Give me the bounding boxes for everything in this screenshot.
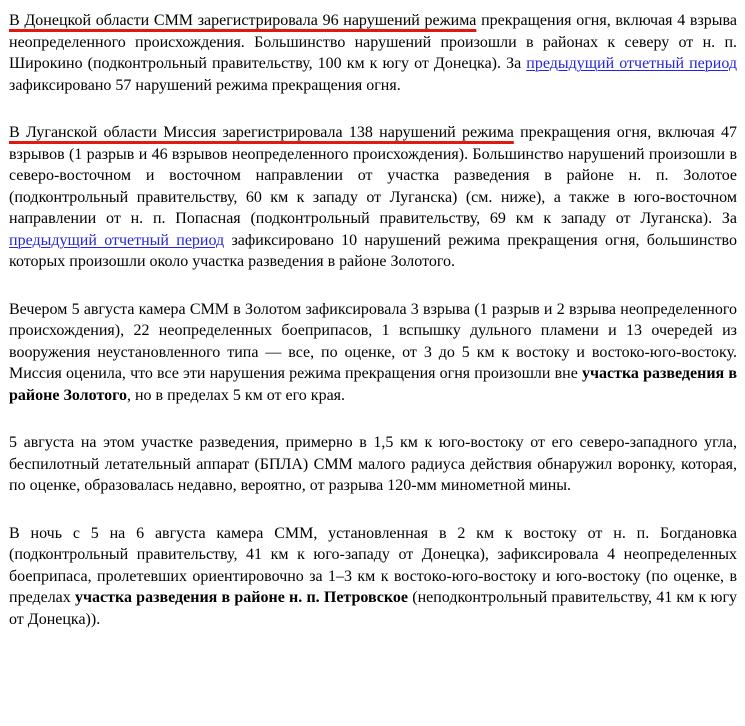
text-run: зафиксировано 10 нарушений режима прекращения огня, большинство которых произошли около участка разведения в районе Золотого.	[9, 231, 738, 270]
text-run: Вечером 5 августа камера СММ в Золотом зафиксировала 3 взрыва (1 разрыв и 2 взрыва неопределенного происхождения), 22 неопределенных боеприпасов, 1 вспышку дульного пламени и 13 очередей из вооружения неустановленного типа — все, по оценке, от 3 до 5 км к востоку и востоко-юго-востоку. Миссия оценила, что все эти нарушения режима прекращения огня произошли вне	[9, 300, 737, 382]
text-run: зафиксировано 57 нарушений режима прекращения огня.	[9, 76, 401, 94]
paragraph-luhansk-violations	[9, 122, 737, 273]
text-run: , но в пределах 5 км от его края.	[126, 386, 346, 404]
red-underlined-text: В Луганской области Миссия зарегистрировала 138 нарушений режима	[9, 124, 514, 141]
link-previous-reporting-period[interactable]: предыдущий отчетный период	[526, 55, 737, 72]
text-run: 5 августа на этом участке разведения, примерно в 1,5 км к юго-востоку от его северо-западного угла, беспилотный летательный аппарат (БПЛА) СММ малого радиуса действия обнаружил воронку, которая, по оценке, образовалась недавно, вероятно, от разрыва 120-мм минометной мины.	[9, 434, 737, 494]
text-run: прекращения огня, включая 4 взрыва неопределенного происхождения. Большинство нарушений произошли в районах к северу от н. п. Широкино (подконтрольный правительству, 100 км к югу от Донецка). За	[9, 12, 738, 72]
paragraph-donetsk-violations	[9, 10, 737, 96]
bold-text: участка разведения в районе Золотого	[9, 365, 737, 404]
text-run: В ночь с 5 на 6 августа камера СММ, установленная в 2 км к востоку от н. п. Богдановка (подконтрольный правительству, 41 км к юго-западу от Донецка), зафиксировала 4 неопределенных боеприпаса, пролетевших ориентировочно за 1–3 км к востоко-юго-востоку и юго-востоку (по оценке, в пределах	[9, 524, 737, 606]
text-run: (неподконтрольный правительству, 41 км к югу от Донецка)).	[9, 589, 738, 628]
bold-text: участка разведения в районе н. п. Петровское	[75, 589, 409, 606]
red-underlined-text: В Донецкой области СММ зарегистрировала 96 нарушений режима	[9, 12, 477, 29]
paragraph-bohdanivka-camera	[9, 523, 737, 631]
paragraph-zolote-camera	[9, 299, 737, 407]
document-body	[9, 10, 737, 630]
paragraph-uav-crater	[9, 432, 737, 497]
text-run: прекращения огня, включая 47 взрывов (1 разрыв и 46 взрывов неопределенного происхождения). Большинство нарушений произошли в северо-восточном и восточном направлении от участка разведения в районе н. п. Золотое (подконтрольный правительству, 60 км к западу от Луганска) (см. ниже), а также в юго-восточном направлении от н. п. Попасная (подконтрольный правительству, 69 км к западу от Луганска). За	[9, 124, 737, 227]
link-previous-reporting-period[interactable]: предыдущий отчетный период	[9, 231, 225, 249]
